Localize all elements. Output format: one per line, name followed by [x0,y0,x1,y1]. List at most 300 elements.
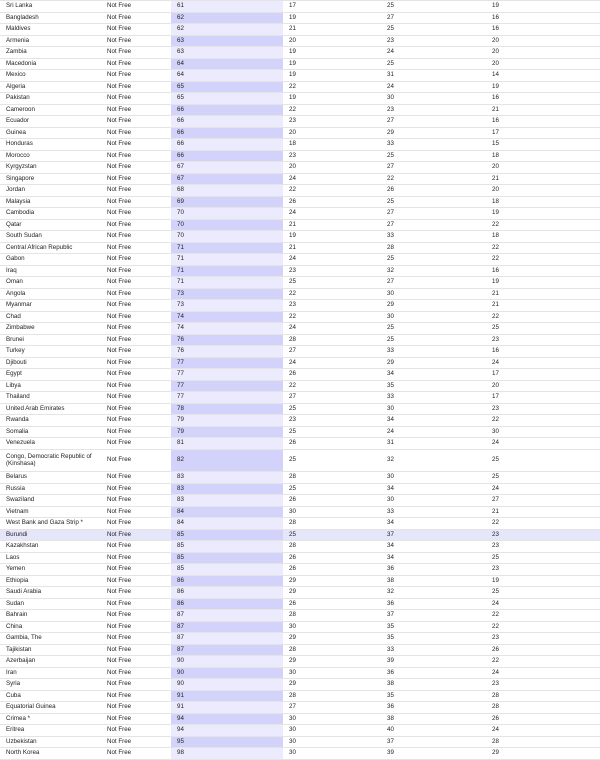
value-cell: 26 [283,196,381,208]
value-cell: 16 [486,93,600,105]
table-row [0,311,600,323]
table-row [0,518,600,530]
value-cell: 30 [381,311,486,323]
score-cell: 90 [171,656,283,668]
country-cell: Rwanda [0,415,101,427]
value-cell: 27 [283,702,381,714]
value-cell: 21 [486,506,600,518]
country-cell: Kazakhstan [0,541,101,553]
value-cell: 22 [486,518,600,530]
status-cell: Not Free [101,656,171,668]
country-cell: Belarus [0,472,101,484]
status-cell: Not Free [101,196,171,208]
score-cell: 71 [171,254,283,266]
value-cell: 39 [381,748,486,760]
status-cell: Not Free [101,58,171,70]
value-cell: 25 [486,552,600,564]
status-cell: Not Free [101,139,171,151]
table-row [0,495,600,507]
status-cell: Not Free [101,380,171,392]
score-cell: 79 [171,426,283,438]
status-cell: Not Free [101,12,171,24]
country-cell: Egypt [0,369,101,381]
country-cell: Djibouti [0,357,101,369]
country-cell: United Arab Emirates [0,403,101,415]
value-cell: 20 [486,380,600,392]
country-cell: Swaziland [0,495,101,507]
country-cell: Laos [0,552,101,564]
value-cell: 36 [381,598,486,610]
country-cell: Myanmar [0,300,101,312]
table-row [0,736,600,748]
value-cell: 30 [381,288,486,300]
score-cell: 90 [171,679,283,691]
status-cell: Not Free [101,288,171,300]
value-cell: 29 [381,300,486,312]
table-row [0,334,600,346]
score-cell: 66 [171,150,283,162]
value-cell: 19 [486,208,600,220]
value-cell: 22 [486,415,600,427]
value-cell: 25 [381,150,486,162]
value-cell: 25 [486,449,600,472]
value-cell: 32 [381,265,486,277]
table-row [0,150,600,162]
country-cell: Maldives [0,24,101,36]
status-cell: Not Free [101,277,171,289]
score-cell: 74 [171,311,283,323]
country-cell: South Sudan [0,231,101,243]
value-cell: 33 [381,506,486,518]
country-cell: Burundi [0,529,101,541]
table-row [0,438,600,450]
value-cell: 26 [486,713,600,725]
score-cell: 77 [171,392,283,404]
value-cell: 19 [283,231,381,243]
value-cell: 21 [486,104,600,116]
value-cell: 25 [486,587,600,599]
value-cell: 30 [381,495,486,507]
value-cell: 15 [486,139,600,151]
value-cell: 22 [486,621,600,633]
country-cell: Vietnam [0,506,101,518]
country-cell: Turkey [0,346,101,358]
country-cell: Iraq [0,265,101,277]
status-cell: Not Free [101,254,171,266]
country-cell: Gambia, The [0,633,101,645]
table-row [0,426,600,438]
table-row [0,104,600,116]
table-row [0,242,600,254]
status-cell: Not Free [101,438,171,450]
value-cell: 21 [486,300,600,312]
table-row [0,725,600,737]
value-cell: 28 [283,610,381,622]
score-cell: 85 [171,564,283,576]
country-cell: Morocco [0,150,101,162]
status-cell: Not Free [101,242,171,254]
value-cell: 20 [486,47,600,59]
score-cell: 73 [171,288,283,300]
table-row [0,139,600,151]
score-cell: 95 [171,736,283,748]
country-cell: North Korea [0,748,101,760]
status-cell: Not Free [101,426,171,438]
value-cell: 35 [381,380,486,392]
table-row [0,219,600,231]
value-cell: 17 [486,392,600,404]
status-cell: Not Free [101,311,171,323]
value-cell: 29 [283,656,381,668]
value-cell: 23 [486,679,600,691]
value-cell: 25 [381,323,486,335]
value-cell: 25 [486,323,600,335]
table-row [0,357,600,369]
value-cell: 28 [283,518,381,530]
value-cell: 22 [283,185,381,197]
score-cell: 87 [171,621,283,633]
table-row [0,208,600,220]
value-cell: 38 [381,575,486,587]
country-cell: Tajikistan [0,644,101,656]
value-cell: 30 [381,403,486,415]
value-cell: 24 [381,426,486,438]
value-cell: 27 [486,495,600,507]
country-cell: Thailand [0,392,101,404]
table-row [0,81,600,93]
country-cell: Venezuela [0,438,101,450]
status-cell: Not Free [101,231,171,243]
score-cell: 65 [171,81,283,93]
value-cell: 28 [283,541,381,553]
value-cell: 28 [486,736,600,748]
value-cell: 16 [486,24,600,36]
score-cell: 63 [171,47,283,59]
value-cell: 27 [381,219,486,231]
status-cell: Not Free [101,633,171,645]
score-cell: 90 [171,667,283,679]
table-row [0,598,600,610]
table-row [0,346,600,358]
score-cell: 66 [171,127,283,139]
value-cell: 30 [486,426,600,438]
table-row [0,93,600,105]
value-cell: 20 [486,58,600,70]
status-cell: Not Free [101,506,171,518]
status-cell: Not Free [101,265,171,277]
score-cell: 87 [171,610,283,622]
value-cell: 20 [486,162,600,174]
score-cell: 63 [171,35,283,47]
score-cell: 67 [171,173,283,185]
value-cell: 26 [283,552,381,564]
value-cell: 26 [283,598,381,610]
value-cell: 28 [283,472,381,484]
value-cell: 28 [486,702,600,714]
table-row [0,506,600,518]
value-cell: 25 [283,529,381,541]
value-cell: 25 [381,58,486,70]
table-row [0,162,600,174]
value-cell: 22 [486,242,600,254]
status-cell: Not Free [101,357,171,369]
country-cell: Mexico [0,70,101,82]
value-cell: 18 [283,139,381,151]
country-cell: China [0,621,101,633]
status-cell: Not Free [101,713,171,725]
value-cell: 31 [381,438,486,450]
value-cell: 22 [283,380,381,392]
value-cell: 22 [486,610,600,622]
value-cell: 29 [486,748,600,760]
value-cell: 28 [283,644,381,656]
value-cell: 19 [283,58,381,70]
value-cell: 22 [283,81,381,93]
value-cell: 30 [283,713,381,725]
value-cell: 19 [283,70,381,82]
table-row [0,656,600,668]
value-cell: 24 [381,81,486,93]
value-cell: 24 [486,598,600,610]
value-cell: 24 [283,173,381,185]
value-cell: 25 [283,403,381,415]
status-cell: Not Free [101,449,171,472]
value-cell: 35 [381,621,486,633]
value-cell: 36 [381,702,486,714]
value-cell: 18 [486,196,600,208]
country-cell: Sri Lanka [0,1,101,13]
value-cell: 36 [381,564,486,576]
table-row [0,254,600,266]
value-cell: 28 [283,334,381,346]
value-cell: 19 [486,1,600,13]
country-cell: Cameroon [0,104,101,116]
value-cell: 33 [381,139,486,151]
value-cell: 24 [381,47,486,59]
value-cell: 27 [381,116,486,128]
status-cell: Not Free [101,552,171,564]
value-cell: 37 [381,610,486,622]
value-cell: 34 [381,483,486,495]
status-cell: Not Free [101,644,171,656]
score-cell: 71 [171,242,283,254]
score-cell: 66 [171,139,283,151]
table-row [0,58,600,70]
value-cell: 24 [486,667,600,679]
value-cell: 23 [486,334,600,346]
value-cell: 26 [283,369,381,381]
value-cell: 23 [381,35,486,47]
status-cell: Not Free [101,667,171,679]
value-cell: 23 [381,104,486,116]
table-row [0,323,600,335]
score-cell: 77 [171,369,283,381]
table-row [0,70,600,82]
value-cell: 20 [486,185,600,197]
value-cell: 19 [283,93,381,105]
country-cell: Brunei [0,334,101,346]
value-cell: 25 [283,483,381,495]
table-row [0,403,600,415]
status-cell: Not Free [101,392,171,404]
value-cell: 37 [381,529,486,541]
value-cell: 31 [381,70,486,82]
value-cell: 27 [381,208,486,220]
value-cell: 20 [283,127,381,139]
value-cell: 34 [381,518,486,530]
table-row [0,116,600,128]
value-cell: 19 [486,575,600,587]
score-cell: 71 [171,265,283,277]
score-cell: 76 [171,346,283,358]
score-cell: 62 [171,24,283,36]
table-row [0,575,600,587]
value-cell: 28 [381,242,486,254]
status-cell: Not Free [101,346,171,358]
value-cell: 22 [486,311,600,323]
table-row [0,415,600,427]
value-cell: 25 [283,449,381,472]
value-cell: 24 [486,483,600,495]
table-row [0,185,600,197]
status-cell: Not Free [101,219,171,231]
value-cell: 30 [381,93,486,105]
country-cell: Cambodia [0,208,101,220]
score-cell: 84 [171,518,283,530]
value-cell: 25 [381,254,486,266]
table-row [0,449,600,472]
score-cell: 74 [171,323,283,335]
table-row [0,24,600,36]
country-cell: Zimbabwe [0,323,101,335]
status-cell: Not Free [101,518,171,530]
status-cell: Not Free [101,116,171,128]
table-row [0,1,600,13]
status-cell: Not Free [101,495,171,507]
value-cell: 22 [283,288,381,300]
table-row [0,679,600,691]
country-cell: West Bank and Gaza Strip * [0,518,101,530]
value-cell: 23 [486,564,600,576]
value-cell: 38 [381,713,486,725]
score-cell: 71 [171,277,283,289]
value-cell: 17 [486,369,600,381]
table-row [0,380,600,392]
status-cell: Not Free [101,1,171,13]
value-cell: 33 [381,644,486,656]
country-cell: Ethiopia [0,575,101,587]
value-cell: 36 [381,667,486,679]
country-cell: Armenia [0,35,101,47]
status-cell: Not Free [101,323,171,335]
country-cell: Algeria [0,81,101,93]
value-cell: 40 [381,725,486,737]
country-cell: Equatorial Guinea [0,702,101,714]
status-cell: Not Free [101,483,171,495]
table-row [0,231,600,243]
status-cell: Not Free [101,415,171,427]
value-cell: 23 [486,541,600,553]
status-cell: Not Free [101,104,171,116]
value-cell: 16 [486,116,600,128]
country-cell: Russia [0,483,101,495]
value-cell: 30 [283,725,381,737]
table-row [0,610,600,622]
status-cell: Not Free [101,93,171,105]
score-cell: 86 [171,575,283,587]
value-cell: 38 [381,679,486,691]
status-cell: Not Free [101,127,171,139]
status-cell: Not Free [101,472,171,484]
table-row [0,644,600,656]
table-row [0,265,600,277]
value-cell: 39 [381,656,486,668]
value-cell: 28 [283,690,381,702]
value-cell: 19 [486,277,600,289]
score-cell: 84 [171,506,283,518]
table-row [0,472,600,484]
table-row [0,300,600,312]
score-cell: 61 [171,1,283,13]
status-cell: Not Free [101,541,171,553]
value-cell: 32 [381,587,486,599]
value-cell: 22 [381,173,486,185]
value-cell: 34 [381,369,486,381]
value-cell: 25 [283,426,381,438]
value-cell: 35 [381,633,486,645]
country-cell: Iran [0,667,101,679]
value-cell: 19 [283,12,381,24]
value-cell: 25 [381,1,486,13]
value-cell: 26 [283,495,381,507]
country-cell: Angola [0,288,101,300]
table-row [0,127,600,139]
country-cell: Somalia [0,426,101,438]
value-cell: 30 [283,667,381,679]
table-row [0,392,600,404]
status-cell: Not Free [101,185,171,197]
score-cell: 66 [171,116,283,128]
status-cell: Not Free [101,403,171,415]
score-cell: 70 [171,231,283,243]
status-cell: Not Free [101,610,171,622]
value-cell: 30 [381,472,486,484]
value-cell: 30 [283,621,381,633]
value-cell: 34 [381,541,486,553]
value-cell: 21 [486,173,600,185]
value-cell: 22 [486,656,600,668]
value-cell: 26 [486,644,600,656]
value-cell: 24 [486,725,600,737]
country-cell: Cuba [0,690,101,702]
table-row [0,552,600,564]
status-cell: Not Free [101,725,171,737]
status-cell: Not Free [101,208,171,220]
country-cell: Congo, Democratic Republic of (Kinshasa) [0,449,101,472]
country-cell: Macedonia [0,58,101,70]
value-cell: 30 [283,506,381,518]
value-cell: 16 [486,12,600,24]
country-cell: Bahrain [0,610,101,622]
table-row [0,541,600,553]
table-row [0,587,600,599]
status-cell: Not Free [101,702,171,714]
table-row [0,288,600,300]
country-cell: Saudi Arabia [0,587,101,599]
value-cell: 24 [283,208,381,220]
table-row [0,702,600,714]
score-cell: 66 [171,104,283,116]
